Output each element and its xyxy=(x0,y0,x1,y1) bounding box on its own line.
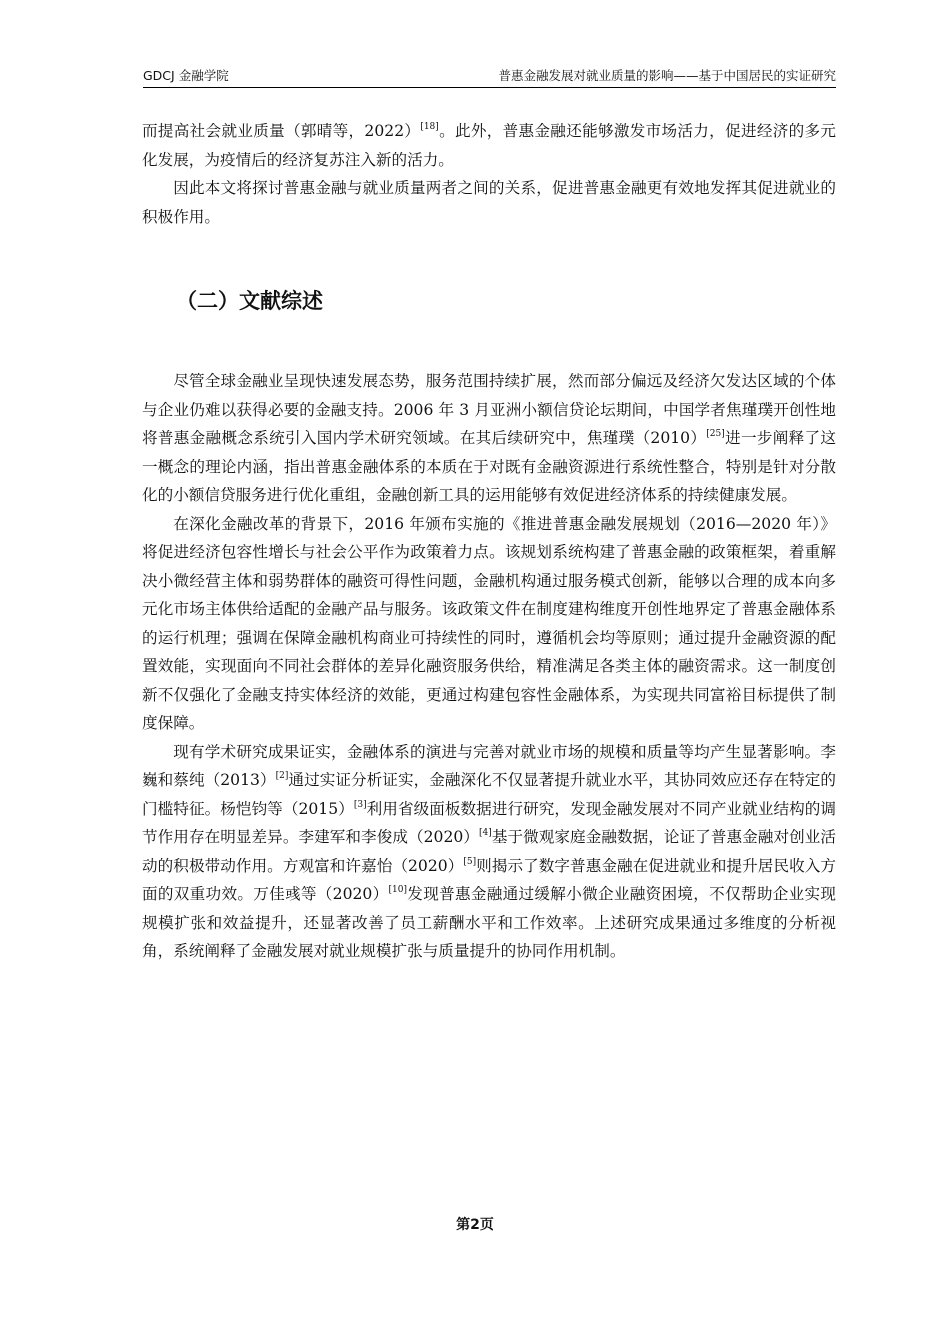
text-run: 。此外，普惠金融还能够激发市场活力，促进经济的多元化发展，为疫情后的经济复苏注入新的活力。 xyxy=(142,122,836,169)
citation-ref: [4] xyxy=(479,828,492,838)
text-run: 进一步阐释了这一概念的理论内涵，指出普惠金融体系的本质在于对既有金融资源进行系统性整合，特别是针对分散化的小额信贷服务进行优化重组，金融创新工具的运用能够有效促进经济体系的持续健康发展。 xyxy=(142,429,836,504)
header-paper-title: 普惠金融发展对就业质量的影响——基于中国居民的实证研究 xyxy=(498,68,836,83)
citation-ref: [2] xyxy=(275,771,289,781)
text-run: 则揭示了数字普惠金融在促进就业和提升居民收入方面的双重功效。万佳彧等（2020） xyxy=(142,856,836,903)
text-run: 通过实证分析证实，金融深化不仅显著提升就业水平，其协同效应还存在特定的门槛特征。杨恺钧等（2015） xyxy=(142,771,836,818)
review-paragraph-3 xyxy=(142,738,836,966)
text-run: 因此本文将探讨普惠金融与就业质量两者之间的关系，促进普惠金融更有效地发挥其促进就业的积极作用。 xyxy=(142,179,836,226)
intro-paragraph-2 xyxy=(142,174,836,231)
text-run: 而提高社会就业质量（郭晴等，2022） xyxy=(142,122,421,140)
citation-ref: [5] xyxy=(463,856,477,867)
citation-ref: [3] xyxy=(353,799,367,810)
text-run: 尽管全球金融业呈现快速发展态势，服务范围持续扩展，然而部分偏远及经济欠发达区域的个体与企业仍难以获得必要的金融支持。2006 年 3 月亚洲小额信贷论坛期间，中国学者焦瑾璞开创性地将普惠金融概念系统引入国内学术研究领域。在其后续研究中，焦瑾璞（2010） xyxy=(142,372,836,447)
text-run: 基于微观家庭金融数据，论证了普惠金融对创业活动的积极带动作用。方观富和许嘉怡（2020） xyxy=(142,828,836,875)
review-paragraph-1 xyxy=(142,367,836,510)
intro-text-block xyxy=(142,117,836,231)
intro-paragraph-1 xyxy=(142,117,836,174)
review-paragraph-2 xyxy=(142,510,836,738)
text-run: 现有学术研究成果证实，金融体系的演进与完善对就业市场的规模和质量等均产生显著影响。李巍和蔡纯（2013） xyxy=(142,742,836,789)
citation-ref: [25] xyxy=(706,429,725,439)
header-institution: GDCJ 金融学院 xyxy=(143,68,229,83)
text-run: 在深化金融改革的背景下，2016 年颁布实施的《推进普惠金融发展规划（2016—2020 年）》将促进经济包容性增长与社会公平作为政策着力点。该规划系统构建了普惠金融的政策框架，着重解决小微经营主体和弱势群体的融资可得性问题，金融机构通过服务模式创新，能够以合理的成本向多元化市场主体供给适配的金融产品与服务。该政策文件在制度建构维度开创性地界定了普惠金融体系的运行机理；强调在保障金融机构商业可持续性的同时，遵循机会均等原则；通过提升金融资源的配置效能，实现面向不同社会群体的差异化融资服务供给，精准满足各类主体的融资需求。这一制度创新不仅强化了金融支持实体经济的效能，更通过构建包容性金融体系，为实现共同富裕目标提供了制度保障。 xyxy=(142,514,836,732)
text-run: 发现普惠金融通过缓解小微企业融资困境，不仅帮助企业实现规模扩张和效益提升，还显著改善了员工薪酬水平和工作效率。上述研究成果通过多维度的分析视角，系统阐释了金融发展对就业规模扩张与质量提升的协同作用机制。 xyxy=(142,885,836,960)
running-header xyxy=(143,68,836,88)
section-heading: （二）文献综述 xyxy=(176,289,323,313)
literature-review-text-block xyxy=(142,367,836,966)
citation-ref: [18] xyxy=(420,122,439,132)
page-number: 第2页 xyxy=(456,1217,494,1233)
citation-ref: [10] xyxy=(388,885,408,895)
text-run: 利用省级面板数据进行研究，发现金融发展对不同产业就业结构的调节作用存在明显差异。李建军和李俊成（2020） xyxy=(142,799,836,846)
